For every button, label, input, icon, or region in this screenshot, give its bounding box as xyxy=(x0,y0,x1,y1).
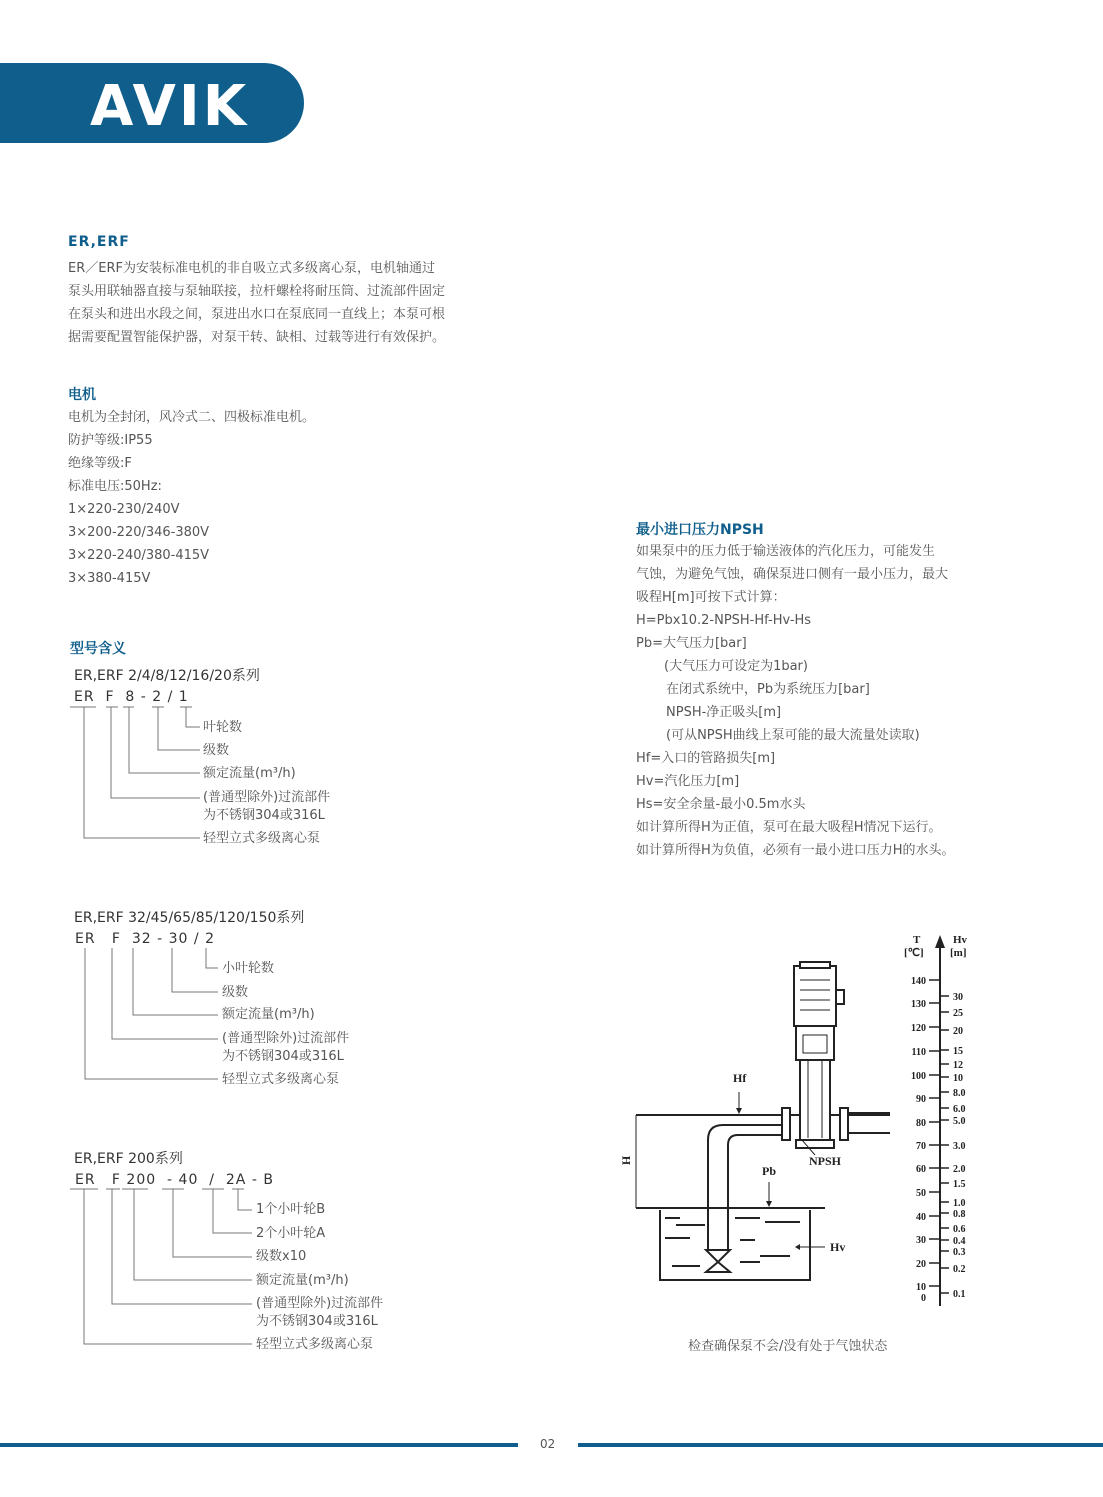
hv-tick-label: 0.4 xyxy=(953,1236,966,1247)
npsh-line: 如计算所得H为正值，泵可在最大吸程H情况下运行。 xyxy=(636,820,942,835)
series2-label: 为不锈钢304或316L xyxy=(222,1049,344,1064)
npsh-title: 最小进口压力NPSH xyxy=(636,522,764,538)
series3-label: 为不锈钢304或316L xyxy=(256,1314,378,1329)
series2-label: 级数 xyxy=(222,985,249,1000)
series3-label: 轻型立式多级离心泵 xyxy=(256,1337,374,1352)
hv-tick-label: 12 xyxy=(953,1060,963,1071)
npsh-line: Hs=安全余量-最小0.5m水头 xyxy=(636,797,806,812)
npsh-line: 如计算所得H为负值，必须有一最小进口压力H的水头。 xyxy=(636,843,955,858)
hv-tick-label: 6.0 xyxy=(953,1104,966,1115)
t-tick-label: 0 xyxy=(921,1293,926,1304)
npsh-line: (可从NPSH曲线上泵可能的最大流量处读取) xyxy=(666,728,920,743)
scale-hv-unit: [m] xyxy=(950,947,967,959)
motor-line: 3×220-240/380-415V xyxy=(68,548,210,563)
npsh-line: 吸程H[m]可按下式计算： xyxy=(636,590,786,605)
series3-label: 额定流量(m³/h) xyxy=(256,1273,349,1288)
t-tick-label: 100 xyxy=(911,1071,926,1082)
series1-label: 额定流量(m³/h) xyxy=(203,766,296,781)
scale-hv-title: Hv xyxy=(953,934,968,946)
series2-label: (普通型除外)过流部件 xyxy=(222,1031,350,1046)
motor-line: 3×200-220/346-380V xyxy=(68,525,210,540)
hv-tick-label: 30 xyxy=(953,992,963,1003)
series3-code: ER F 200 - 40 / 2A - B xyxy=(75,1172,274,1188)
label-npsh: NPSH xyxy=(809,1154,842,1168)
hv-tick-label: 0.2 xyxy=(953,1264,966,1275)
hv-tick-label: 8.0 xyxy=(953,1088,966,1099)
series3-heading: ER,ERF 200系列 xyxy=(74,1151,183,1167)
hv-tick-label: 25 xyxy=(953,1008,963,1019)
hv-tick-label: 0.3 xyxy=(953,1247,966,1258)
scale-t-unit: [℃] xyxy=(904,947,924,959)
series1-label: 轻型立式多级离心泵 xyxy=(203,831,321,846)
hv-tick-label: 15 xyxy=(953,1046,963,1057)
label-hf: Hf xyxy=(733,1071,747,1085)
hv-tick-label: 0.8 xyxy=(953,1209,966,1220)
series2-heading: ER,ERF 32/45/65/85/120/150系列 xyxy=(74,910,305,926)
series2-code: ER F 32 - 30 / 2 xyxy=(75,931,215,947)
series1-label: 级数 xyxy=(203,743,230,758)
npsh-line: NPSH-净正吸头[m] xyxy=(666,705,782,720)
series1-label: (普通型除外)过流部件 xyxy=(203,790,331,805)
motor-line: 防护等级:IP55 xyxy=(68,433,153,448)
t-tick-label: 50 xyxy=(916,1188,926,1199)
t-tick-label: 60 xyxy=(916,1164,926,1175)
t-tick-label: 90 xyxy=(916,1094,926,1105)
series2-label: 小叶轮数 xyxy=(222,961,275,976)
t-tick-label: 70 xyxy=(916,1141,926,1152)
hv-tick-label: 20 xyxy=(953,1026,963,1037)
series3-label: 2个小叶轮A xyxy=(256,1226,326,1241)
series1-heading: ER,ERF 2/4/8/12/16/20系列 xyxy=(74,668,260,684)
t-tick-label: 110 xyxy=(911,1047,926,1058)
hv-tick-label: 0.6 xyxy=(953,1224,966,1235)
npsh-line: 气蚀，为避免气蚀，确保泵进口侧有一最小压力，最大 xyxy=(636,567,949,582)
intro-line: 在泵头和进出水段之间，泵进出水口在泵底同一直线上；本泵可根 xyxy=(68,307,446,322)
t-tick-label: 40 xyxy=(916,1212,926,1223)
t-tick-label: 120 xyxy=(911,1023,926,1034)
hv-tick-label: 1.0 xyxy=(953,1198,966,1209)
label-h: H xyxy=(619,1155,634,1166)
motor-line: 1×220-230/240V xyxy=(68,502,180,517)
intro-line: ER／ERF为安装标准电机的非自吸立式多级离心泵，电机轴通过 xyxy=(68,261,435,276)
diagram-caption: 检查确保泵不会/没有处于气蚀状态 xyxy=(688,1339,888,1354)
series1-code: ER F 8 - 2 / 1 xyxy=(74,689,189,705)
series1-label: 叶轮数 xyxy=(203,720,243,735)
npsh-line: Hf=入口的管路损失[m] xyxy=(636,751,776,766)
hv-tick-label: 1.5 xyxy=(953,1179,966,1190)
brand-logo: AVIK xyxy=(90,74,250,139)
t-tick-label: 20 xyxy=(916,1259,926,1270)
page-number: 02 xyxy=(540,1437,556,1451)
intro-line: 据需要配置智能保护器，对泵干转、缺相、过载等进行有效保护。 xyxy=(68,330,446,345)
series2-label: 轻型立式多级离心泵 xyxy=(222,1072,340,1087)
npsh-line: (大气压力可设定为1bar) xyxy=(664,659,808,674)
motor-line: 电机为全封闭，风冷式二、四极标准电机。 xyxy=(68,410,316,425)
motor-title: 电机 xyxy=(68,387,96,403)
footer-rule-left xyxy=(0,1443,518,1447)
npsh-line: 在闭式系统中，Pb为系统压力[bar] xyxy=(666,682,870,697)
motor-line: 3×380-415V xyxy=(68,571,151,586)
npsh-line: Pb=大气压力[bar] xyxy=(636,636,747,651)
series3-label: (普通型除外)过流部件 xyxy=(256,1296,384,1311)
hv-tick-label: 3.0 xyxy=(953,1141,966,1152)
t-tick-label: 140 xyxy=(911,976,926,987)
series1-label: 为不锈钢304或316L xyxy=(203,808,325,823)
label-pb: Pb xyxy=(762,1164,777,1178)
series3-label: 级数x10 xyxy=(256,1249,307,1264)
t-tick-label: 30 xyxy=(916,1235,926,1246)
hv-tick-label: 0.1 xyxy=(953,1289,966,1300)
intro-title: ER,ERF xyxy=(68,234,130,250)
footer-rule-right xyxy=(578,1443,1103,1447)
hv-tick-label: 5.0 xyxy=(953,1116,966,1127)
label-hv: Hv xyxy=(830,1240,846,1254)
model-title: 型号含义 xyxy=(70,641,126,657)
t-tick-label: 130 xyxy=(911,999,926,1010)
motor-line: 绝缘等级:F xyxy=(68,456,132,471)
npsh-line: 如果泵中的压力低于输送液体的汽化压力，可能发生 xyxy=(636,544,936,559)
scale-t-title: T xyxy=(913,934,921,946)
motor-line: 标准电压:50Hz: xyxy=(68,479,162,494)
hv-tick-label: 10 xyxy=(953,1073,963,1084)
intro-line: 泵头用联轴器直接与泵轴联接，拉杆螺栓将耐压筒、过流部件固定 xyxy=(68,284,446,299)
series3-label: 1个小叶轮B xyxy=(256,1202,326,1217)
t-tick-label: 10 xyxy=(916,1282,926,1293)
npsh-line: Hv=汽化压力[m] xyxy=(636,774,740,789)
t-tick-label: 80 xyxy=(916,1118,926,1129)
hv-tick-label: 2.0 xyxy=(953,1164,966,1175)
series2-label: 额定流量(m³/h) xyxy=(222,1007,315,1022)
npsh-formula: H=Pbx10.2-NPSH-Hf-Hv-Hs xyxy=(636,613,812,628)
